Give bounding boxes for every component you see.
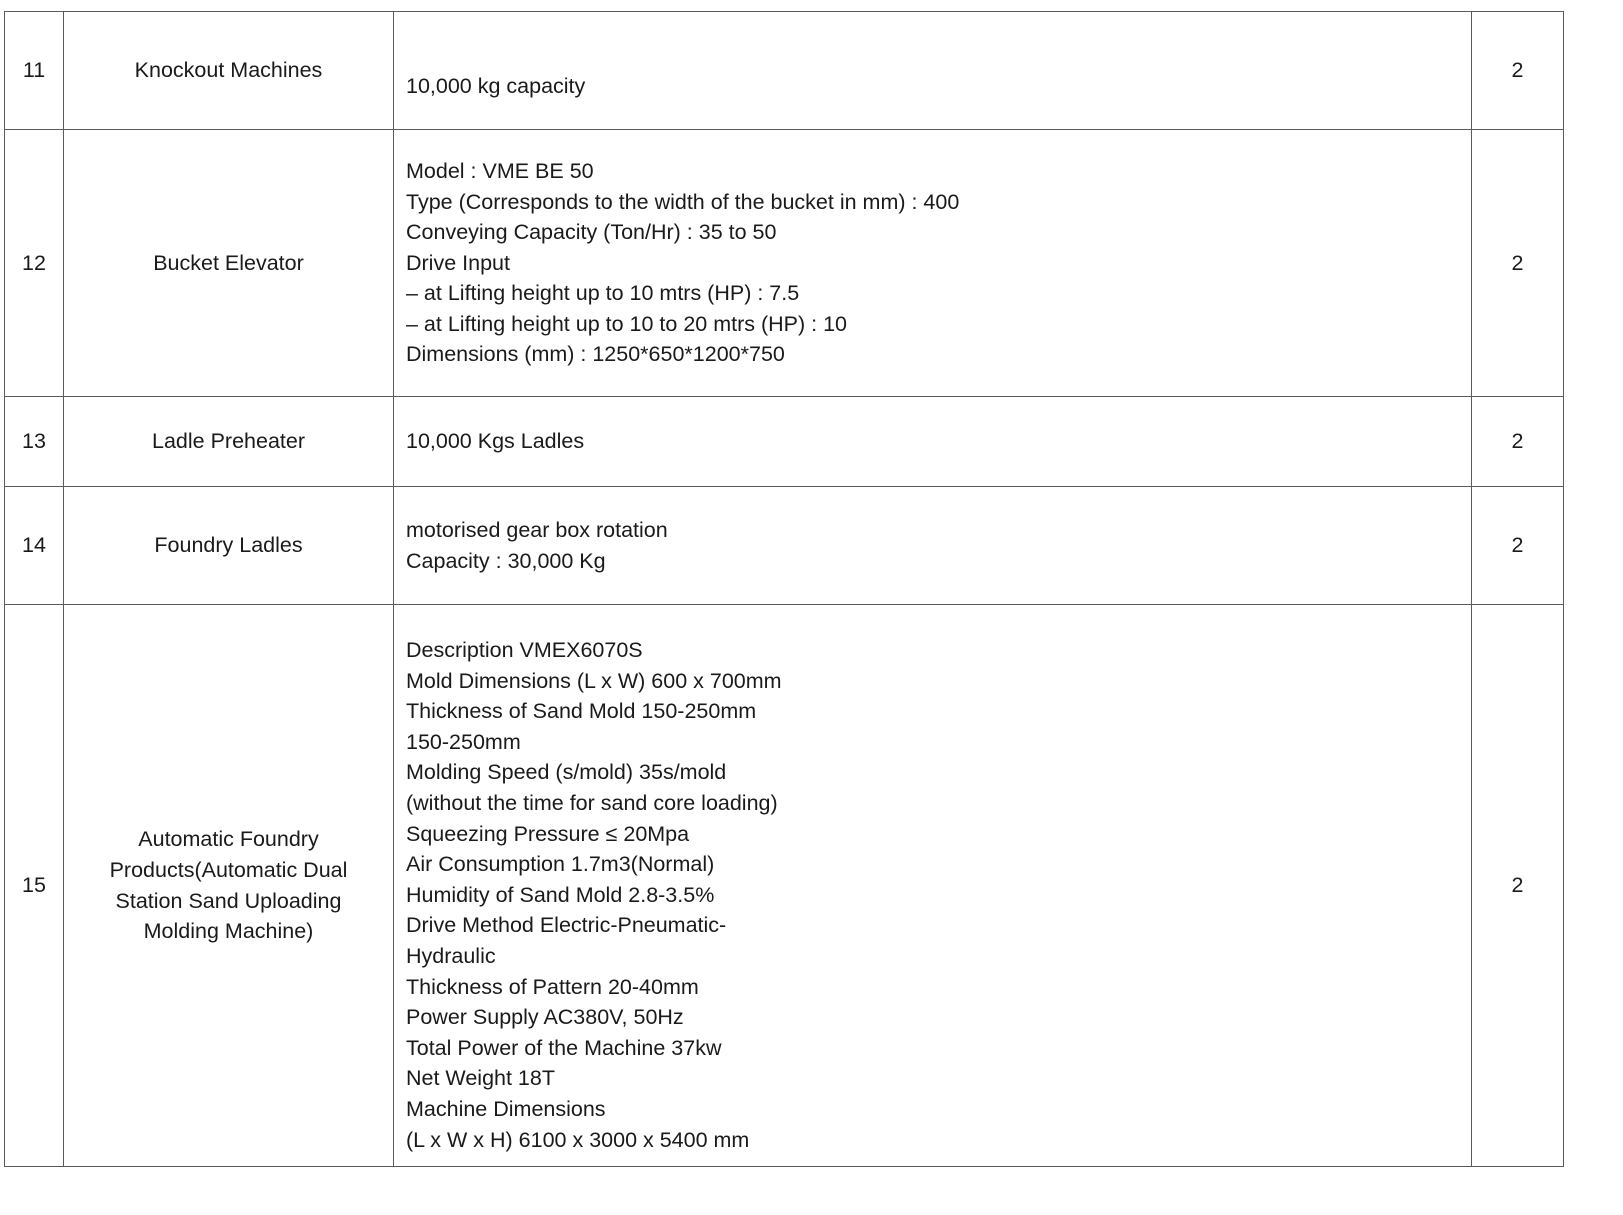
spec-line: Thickness of Pattern 20-40mm bbox=[406, 974, 699, 999]
equipment-spec bbox=[394, 605, 1472, 1167]
spec-line: Total Power of the Machine 37kw bbox=[406, 1035, 722, 1060]
row-number: 15 bbox=[5, 605, 64, 1167]
spec-line: Squeezing Pressure ≤ 20Mpa bbox=[406, 821, 690, 846]
spec-line: Drive Input bbox=[406, 250, 510, 275]
spec-line: 150-250mm bbox=[406, 729, 521, 754]
spec-line: Hydraulic bbox=[406, 943, 496, 968]
equipment-name: Foundry Ladles bbox=[64, 487, 394, 605]
spec-line: Humidity of Sand Mold 2.8-3.5% bbox=[406, 882, 715, 907]
quantity: 2 bbox=[1472, 130, 1564, 397]
quantity: 2 bbox=[1472, 605, 1564, 1167]
table-row bbox=[5, 605, 1564, 1167]
spec-line: 10,000 Kgs Ladles bbox=[406, 429, 585, 454]
equipment-name: Knockout Machines bbox=[64, 12, 394, 130]
spec-line: Drive Method Electric-Pneumatic- bbox=[406, 913, 727, 938]
spec-line: (without the time for sand core loading) bbox=[406, 790, 778, 815]
spec-line: Thickness of Sand Mold 150-250mm bbox=[406, 699, 757, 724]
spec-line: Model : VME BE 50 bbox=[406, 158, 594, 183]
spec-line: – at Lifting height up to 10 mtrs (HP) : 7.5 bbox=[406, 281, 800, 306]
spec-line: 10,000 kg capacity bbox=[406, 74, 586, 98]
spec-line: – at Lifting height up to 10 to 20 mtrs (HP) : 10 bbox=[406, 311, 847, 336]
equipment-name: Ladle Preheater bbox=[64, 397, 394, 487]
spec-line: Power Supply AC380V, 50Hz bbox=[406, 1005, 684, 1030]
spec-line: Net Weight 18T bbox=[406, 1066, 555, 1091]
equipment-spec-table bbox=[4, 11, 1564, 1167]
row-number: 13 bbox=[5, 397, 64, 487]
table-row bbox=[5, 487, 1564, 605]
spec-line: Conveying Capacity (Ton/Hr) : 35 to 50 bbox=[406, 220, 777, 245]
equipment-spec bbox=[394, 130, 1472, 397]
spec-line: Capacity : 30,000 Kg bbox=[406, 548, 606, 573]
equipment-name: Bucket Elevator bbox=[64, 130, 394, 397]
table-row bbox=[5, 397, 1564, 487]
spec-line: Dimensions (mm) : 1250*650*1200*750 bbox=[406, 342, 785, 367]
row-number: 11 bbox=[5, 12, 64, 130]
spec-line: Mold Dimensions (L x W) 600 x 700mm bbox=[406, 668, 782, 693]
quantity: 2 bbox=[1472, 487, 1564, 605]
table-row bbox=[5, 130, 1564, 397]
quantity: 2 bbox=[1472, 12, 1564, 130]
spec-line: motorised gear box rotation bbox=[406, 517, 668, 542]
table-row bbox=[5, 12, 1564, 130]
spec-line: (L x W x H) 6100 x 3000 x 5400 mm bbox=[406, 1127, 750, 1152]
quantity: 2 bbox=[1472, 397, 1564, 487]
row-number: 12 bbox=[5, 130, 64, 397]
spec-line: Description VMEX6070S bbox=[406, 638, 643, 662]
spec-line: Molding Speed (s/mold) 35s/mold bbox=[406, 760, 727, 785]
spec-line: Machine Dimensions bbox=[406, 1096, 606, 1121]
equipment-spec bbox=[394, 487, 1472, 605]
equipment-name: Automatic Foundry Products(Automatic Dual Station Sand Uploading Molding Machine) bbox=[64, 605, 394, 1167]
spec-line: Type (Corresponds to the width of the bucket in mm) : 400 bbox=[406, 189, 960, 214]
spec-line: Air Consumption 1.7m3(Normal) bbox=[406, 852, 715, 877]
row-number: 14 bbox=[5, 487, 64, 605]
equipment-spec bbox=[394, 12, 1472, 130]
equipment-spec bbox=[394, 397, 1472, 487]
